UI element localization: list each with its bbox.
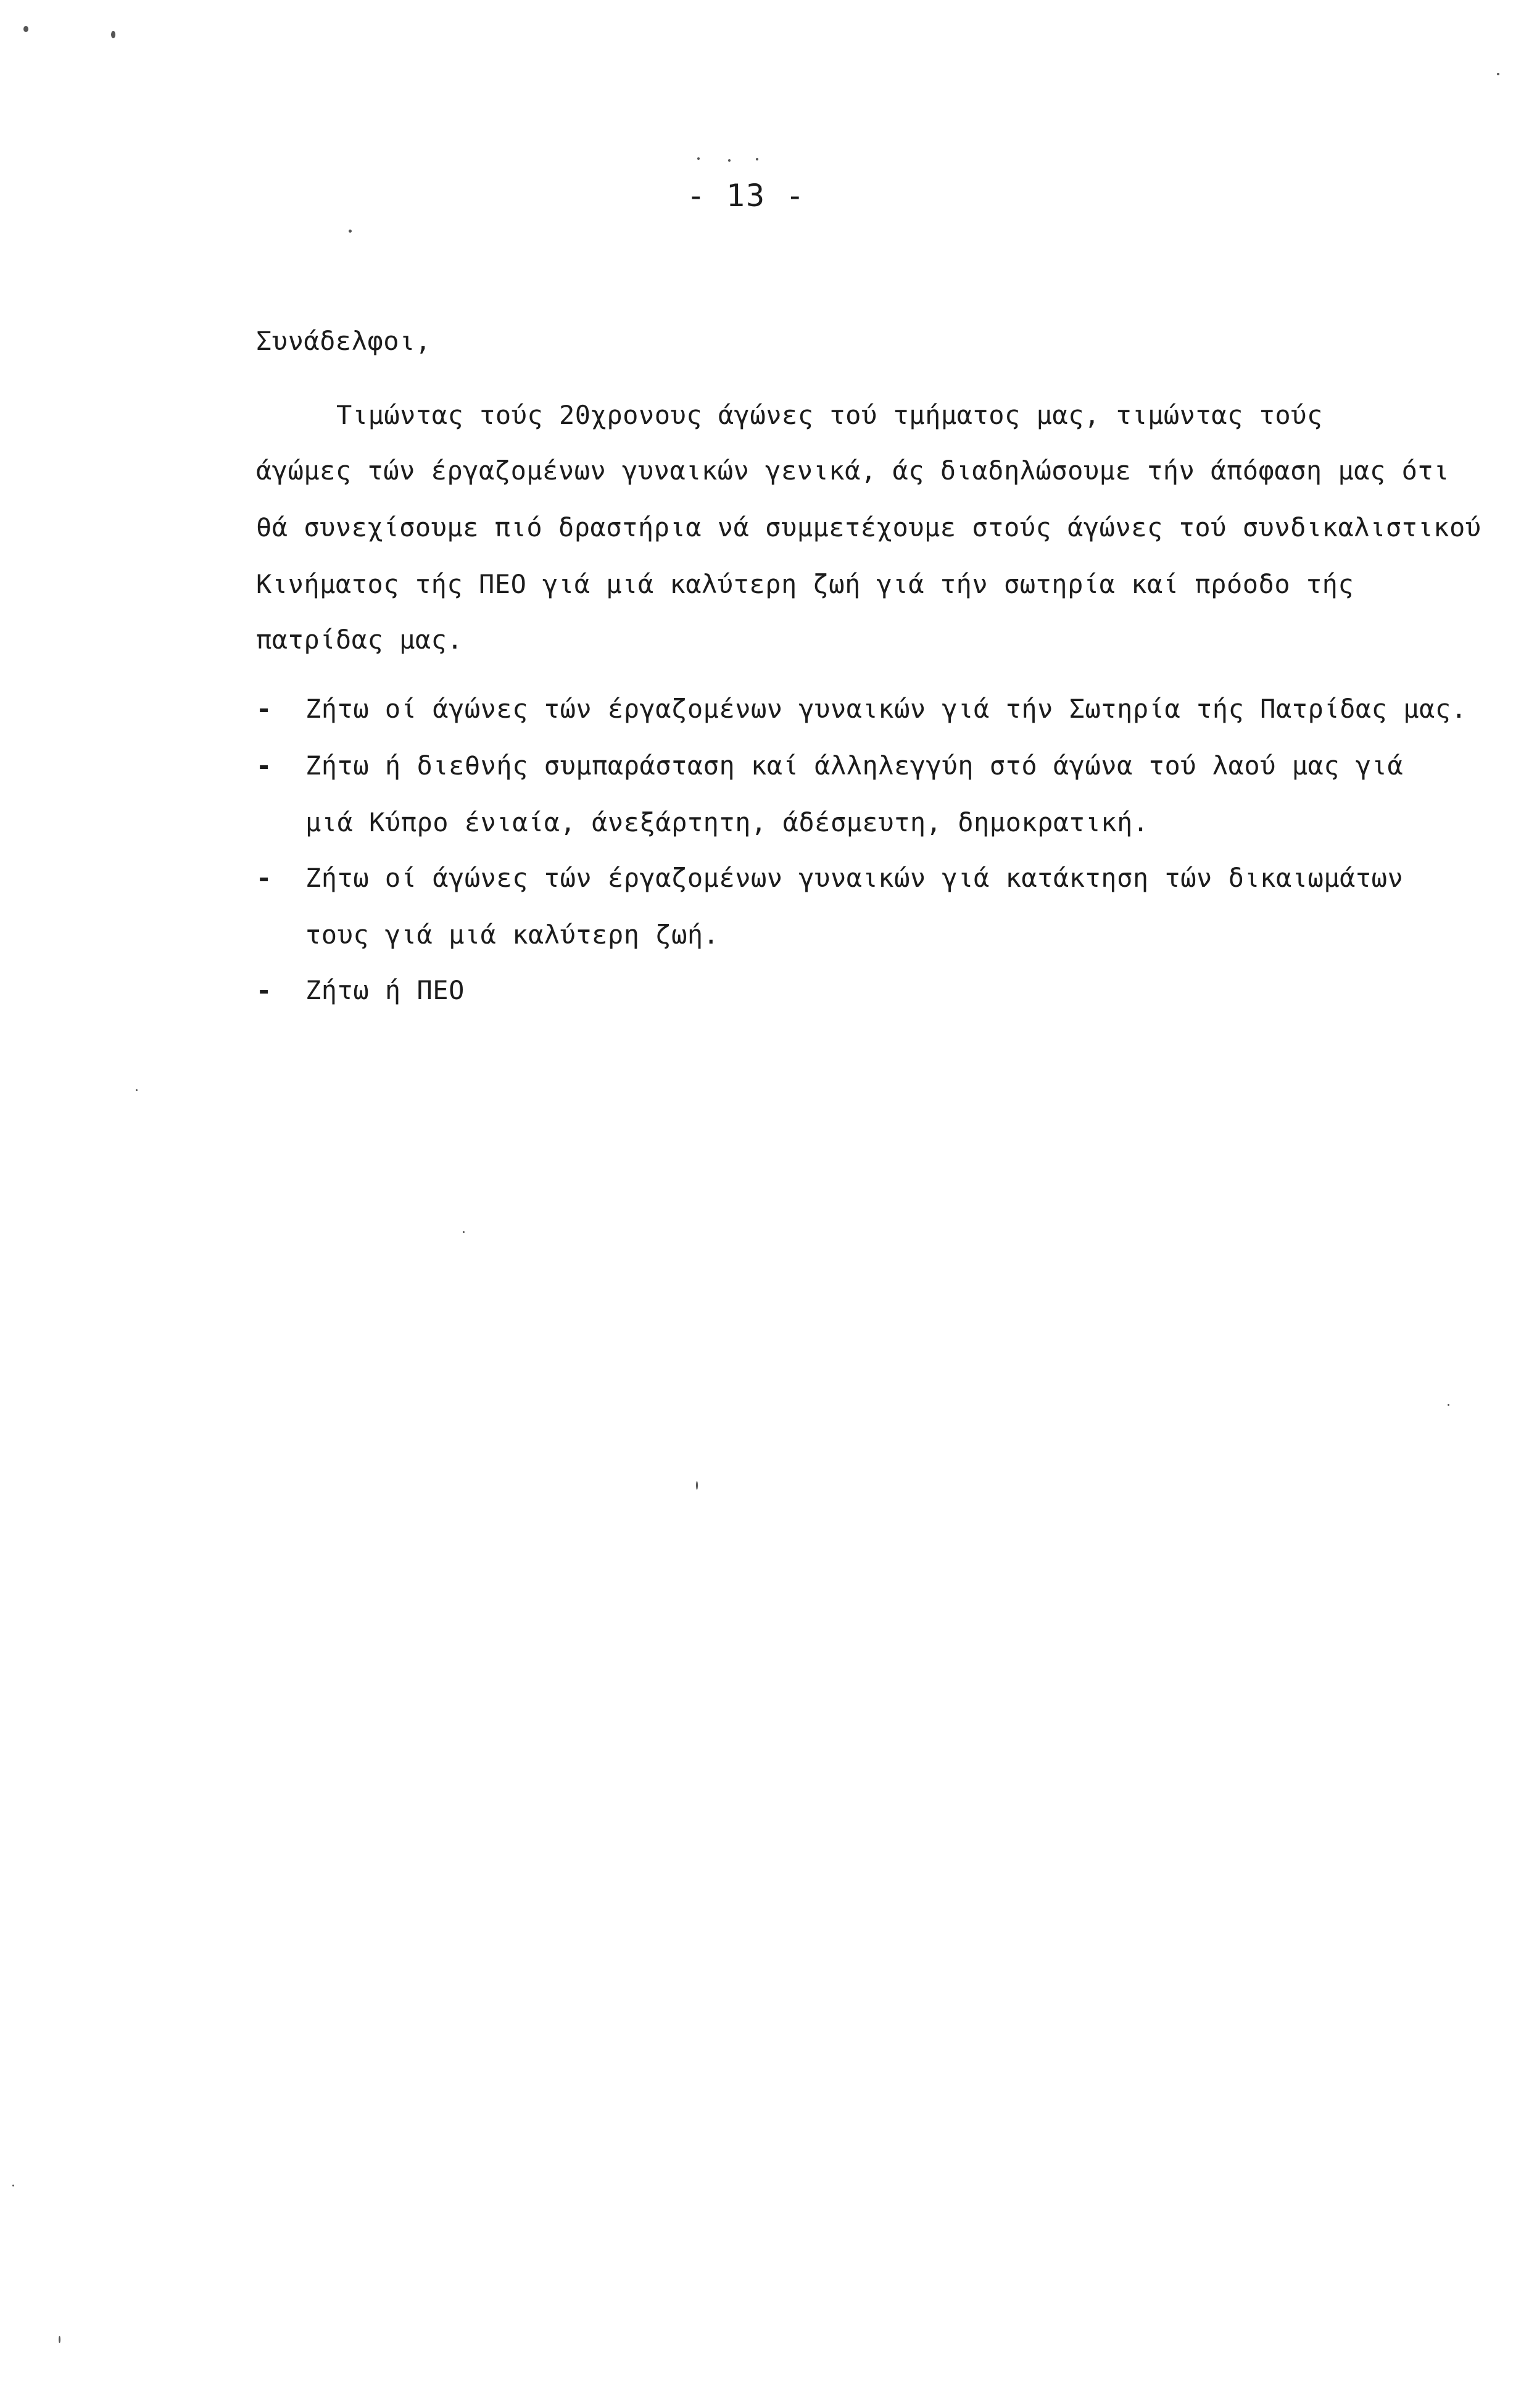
- scan-speck: [1448, 1404, 1449, 1406]
- scan-speck: [23, 26, 28, 32]
- page-number: - 13 -: [686, 178, 806, 214]
- scan-speck: [1497, 73, 1499, 75]
- slogan-2-dash: -: [256, 750, 272, 781]
- slogan-2-line-1: Ζήτω ή διεθνής συμπαράσταση καί άλληλεγγύη στό άγώνα τού λαού μας γιά: [305, 750, 1404, 781]
- slogan-3-line-2: τους γιά μιά καλύτερη ζωή.: [305, 920, 719, 950]
- slogan-2-line-2: μιά Κύπρο ένιαία, άνεξάρτητη, άδέσμευτη, δημοκρατική.: [305, 807, 1149, 837]
- slogan-1-dash: -: [256, 694, 272, 724]
- scan-speck: [59, 2336, 60, 2343]
- scan-speck: [12, 2185, 14, 2186]
- slogan-4-line-1: Ζήτω ή ΠΕΟ: [305, 975, 465, 1005]
- paragraph-line-4: Κινήματος τής ΠΕΟ γιά μιά καλύτερη ζωή γιά τήν σωτηρία καί πρόοδο τής: [256, 569, 1354, 599]
- scan-speck: [349, 230, 352, 233]
- paragraph-line-2: άγώμες τών έργαζομένων γυναικών γενικά, άς διαδηλώσουμε τήν άπόφαση μας ότι: [256, 455, 1449, 486]
- scan-speck: [111, 31, 115, 38]
- scan-speck: [697, 157, 700, 160]
- paragraph-line-5: πατρίδας μας.: [256, 625, 463, 655]
- scan-speck: [696, 1481, 698, 1490]
- slogan-4-dash: -: [256, 975, 272, 1005]
- salutation: Συνάδελφοι,: [256, 326, 431, 356]
- slogan-1-line-1: Ζήτω οί άγώνες τών έργαζομένων γυναικών γιά τήν Σωτηρία τής Πατρίδας μας.: [305, 694, 1467, 724]
- paragraph-line-1: Τιμώντας τούς 20χρονους άγώνες τού τμήματος μας, τιμώντας τούς: [336, 400, 1323, 430]
- paragraph-line-3: θά συνεχίσουμε πιό δραστήρια νά συμμετέχουμε στούς άγώνες τού συνδικαλιστικού: [256, 512, 1481, 542]
- scan-speck: [136, 1089, 138, 1091]
- scan-speck: [463, 1231, 465, 1233]
- scan-speck: [756, 158, 758, 160]
- slogan-3-line-1: Ζήτω οί άγώνες τών έργαζομένων γυναικών γιά κατάκτηση τών δικαιωμάτων: [305, 863, 1404, 893]
- scan-speck: [728, 159, 731, 162]
- slogan-3-dash: -: [256, 863, 272, 893]
